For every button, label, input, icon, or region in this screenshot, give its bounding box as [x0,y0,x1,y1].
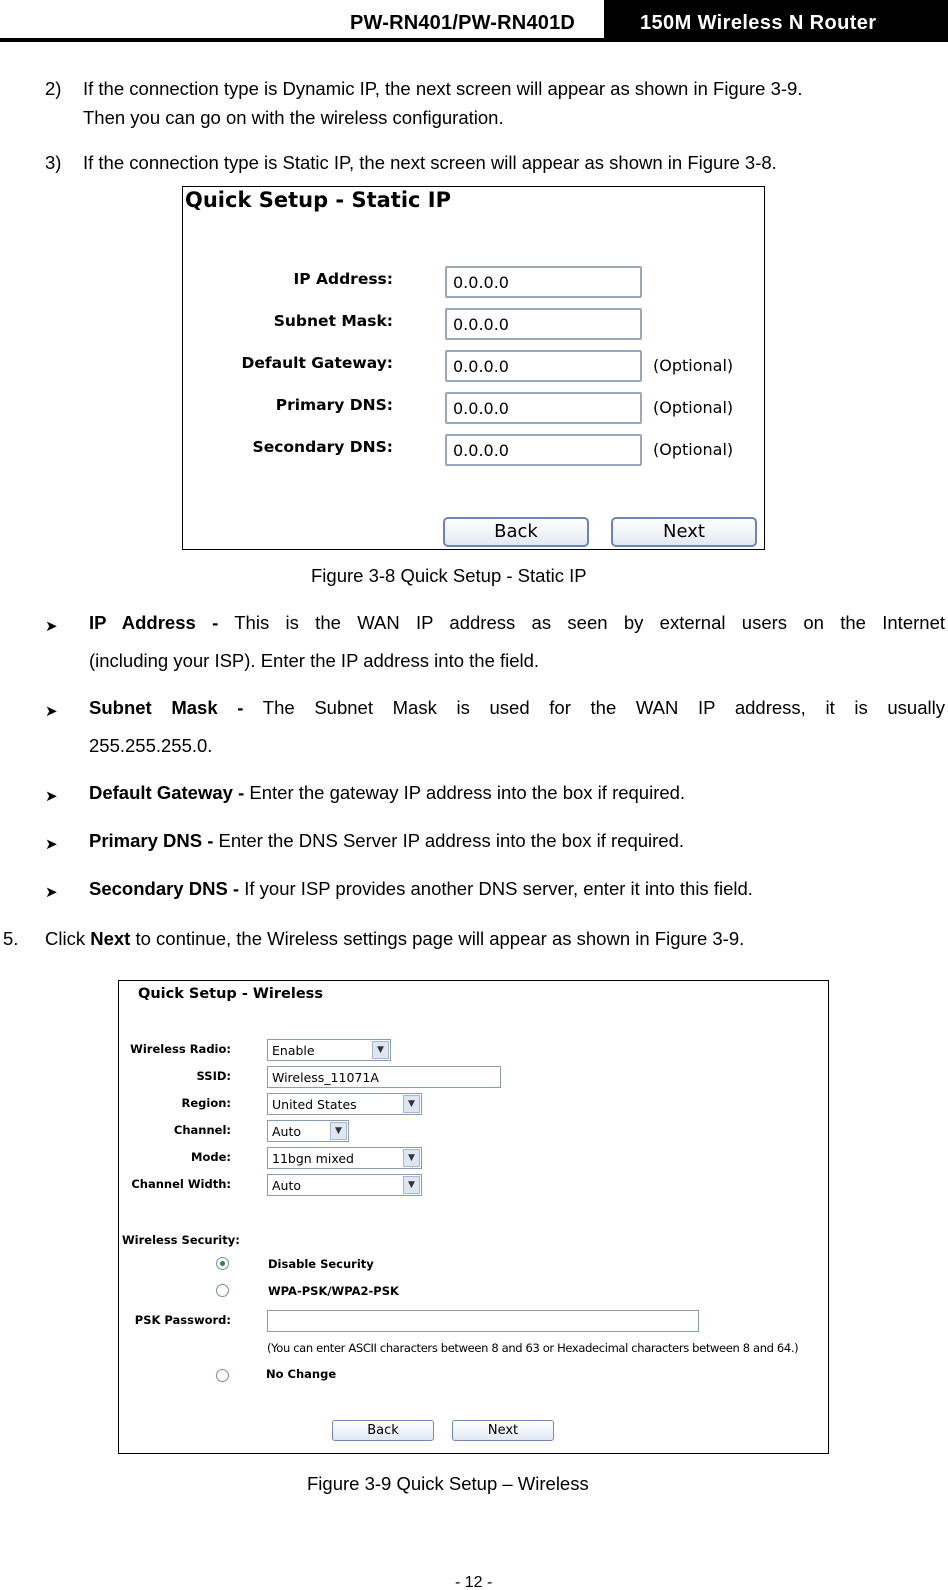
chevron-down-icon: ▼ [403,1095,420,1113]
figure-3-9-caption: Figure 3-9 Quick Setup – Wireless [307,1473,589,1494]
bullet-subnet-mask-line-1 [89,695,945,721]
step-3-number: 3) [45,152,62,173]
wireless-radio-value: Enable [272,1043,315,1058]
next-button[interactable]: Next [452,1420,554,1441]
bullet-primary-dns [89,828,684,854]
region-value: United States [272,1097,357,1112]
step-5-text [45,926,744,952]
header-model: PW-RN401/PW-RN401D [350,12,576,34]
bullet-default-gateway [89,780,685,806]
disable-security-radio[interactable] [216,1257,229,1270]
wireless-security-label: Wireless Security: [122,1233,240,1247]
step-3-line-1: If the connection type is Static IP, the next screen will appear as shown in Figure 3-8. [83,152,777,173]
channel-width-select[interactable] [267,1174,422,1196]
primary-dns-optional: (Optional) [653,398,734,417]
psk-password-input[interactable] [267,1310,699,1332]
back-button[interactable]: Back [332,1420,434,1441]
bullet-arrow-icon: ➤ [45,836,58,853]
bullet-ip-address-line-2: (including your ISP). Enter the IP address into the field. [89,650,540,671]
bullet-arrow-icon: ➤ [45,618,58,635]
subnet-mask-input[interactable]: 0.0.0.0 [445,308,642,340]
bullet-primary-dns-text: Enter the DNS Server IP address into the box if required. [218,830,685,851]
mode-select[interactable] [267,1147,422,1169]
figure-static-ip [182,186,765,550]
step-2-line-2: Then you can go on with the wireless configuration. [83,107,504,128]
wpa-psk-label: WPA-PSK/WPA2-PSK [268,1284,399,1298]
secondary-dns-optional: (Optional) [653,440,734,459]
figure-wireless-title: Quick Setup - Wireless [138,986,323,1002]
secondary-dns-input[interactable]: 0.0.0.0 [445,434,642,466]
wireless-radio-label: Wireless Radio: [130,1042,231,1056]
no-change-radio[interactable] [216,1369,229,1382]
bullet-subnet-mask-line-2: 255.255.255.0. [89,735,213,756]
channel-select[interactable] [267,1120,349,1142]
psk-password-label: PSK Password: [134,1313,231,1327]
channel-value: Auto [272,1124,302,1139]
bullet-secondary-dns [89,876,753,902]
bullet-arrow-icon: ➤ [45,788,58,805]
wpa-psk-radio[interactable] [216,1284,229,1297]
figure-static-title: Quick Setup - Static IP [185,188,451,212]
next-button[interactable]: Next [611,517,757,547]
mode-value: 11bgn mixed [272,1151,354,1166]
bullet-ip-address-text: This is the WAN IP address as seen by external users on the Internet [234,612,945,633]
ip-address-label: IP Address: [293,270,393,288]
bullet-ip-address-term: IP Address - [89,612,219,633]
chevron-down-icon: ▼ [403,1176,420,1194]
bullet-arrow-icon: ➤ [45,703,58,720]
psk-password-note: (You can enter ASCII characters between 8 and 63 or Hexadecimal characters between 8 and 64.) [267,1341,799,1355]
disable-security-label: Disable Security [268,1257,374,1271]
channel-width-label: Channel Width: [131,1177,231,1191]
step-5-next: Next [90,928,131,949]
ssid-label: SSID: [196,1069,231,1083]
step-2-number: 2) [45,78,62,99]
subnet-mask-label: Subnet Mask: [273,312,393,330]
bullet-secondary-dns-text: If your ISP provides another DNS server, enter it into this field. [244,878,753,899]
ip-address-input[interactable]: 0.0.0.0 [445,266,642,298]
channel-label: Channel: [173,1123,231,1137]
default-gateway-optional: (Optional) [653,356,734,375]
bullet-ip-address-line-1 [89,610,945,636]
bullet-secondary-dns-term: Secondary DNS - [89,878,240,899]
step-5-post: to continue, the Wireless settings page will appear as shown in Figure 3-9. [135,928,745,949]
bullet-default-gateway-term: Default Gateway - [89,782,245,803]
chevron-down-icon: ▼ [403,1149,420,1167]
bullet-primary-dns-term: Primary DNS - [89,830,214,851]
region-select[interactable] [267,1093,422,1115]
bullet-subnet-mask-text: The Subnet Mask is used for the WAN IP address, it is usually [262,697,945,718]
default-gateway-label: Default Gateway: [241,354,393,372]
step-5-pre: Click [45,928,86,949]
page-number: - 12 - [455,1574,493,1590]
header-rule [0,38,948,42]
mode-label: Mode: [191,1150,231,1164]
bullet-default-gateway-text: Enter the gateway IP address into the box if required. [249,782,686,803]
region-label: Region: [181,1096,231,1110]
channel-width-value: Auto [272,1178,302,1193]
back-button[interactable]: Back [443,517,589,547]
figure-wireless [118,980,829,1454]
wireless-radio-select[interactable] [267,1039,391,1061]
primary-dns-input[interactable]: 0.0.0.0 [445,392,642,424]
figure-3-8-caption: Figure 3-8 Quick Setup - Static IP [311,565,587,586]
default-gateway-input[interactable]: 0.0.0.0 [445,350,642,382]
step-5-number: 5. [3,928,19,949]
chevron-down-icon: ▼ [372,1041,389,1059]
secondary-dns-label: Secondary DNS: [252,438,393,456]
primary-dns-label: Primary DNS: [275,396,393,414]
no-change-label: No Change [266,1367,337,1381]
bullet-subnet-mask-term: Subnet Mask - [89,697,244,718]
header-product: 150M Wireless N Router [604,0,948,42]
step-2-line-1: If the connection type is Dynamic IP, the next screen will appear as shown in Figure 3-9. [83,78,803,99]
chevron-down-icon: ▼ [330,1122,347,1140]
bullet-arrow-icon: ➤ [45,884,58,901]
ssid-input[interactable]: Wireless_11071A [267,1066,501,1088]
